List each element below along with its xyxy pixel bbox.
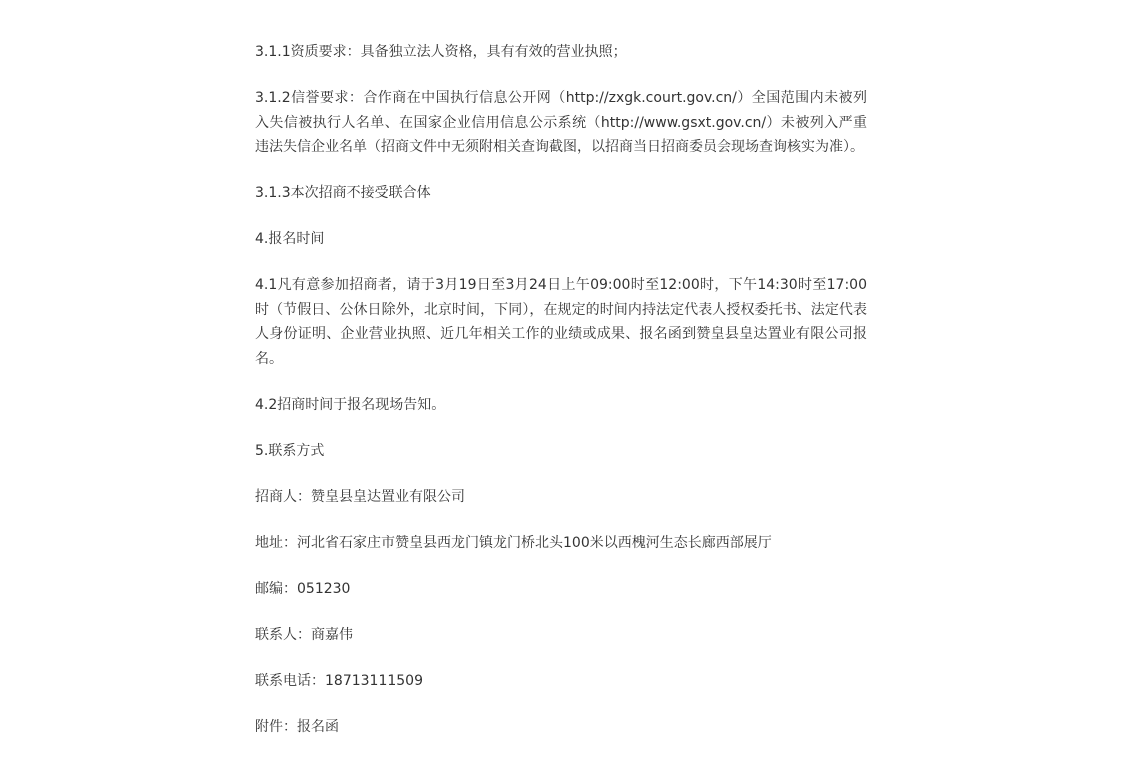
contact-phone: 联系电话：18713111509 [255, 672, 423, 689]
bidding-time-notice: 4.2招商时间于报名现场告知。 [255, 396, 446, 413]
section-heading-contact: 5.联系方式 [255, 442, 325, 459]
consortium-notice: 3.1.3本次招商不接受联合体 [255, 185, 431, 201]
attachment: 附件：报名函 [255, 718, 339, 735]
contact-postcode: 邮编：051230 [255, 580, 351, 597]
contact-address: 地址：河北省石家庄市赞皇县西龙门镇龙门桥北头100米以西槐河生态长廊西部展厅 [255, 534, 772, 551]
credit-requirement: 3.1.2信誉要求：合作商在中国执行信息公开网（http://zxgk.court.gov.cn/）全国范围内未被列入失信被执行人名单、在国家企业信用信息公示系统（http://www.gsxt.gov.cn/）未被列入严重违法失信企业名单（招商文件中无须附相关查询截图，以招商当日招商委员会现场查询核实为准）。 [255, 90, 867, 155]
document-body [255, 40, 867, 739]
qualification-requirement: 3.1.1资质要求：具备独立法人资格，具有有效的营业执照； [255, 44, 627, 60]
contact-company: 招商人：赞皇县皇达置业有限公司 [255, 488, 465, 505]
contact-person: 联系人：商嘉伟 [255, 626, 353, 643]
section-heading-registration-time: 4.报名时间 [255, 231, 325, 247]
registration-time-detail: 4.1凡有意参加招商者，请于3月19日至3月24日上午09:00时至12:00时，下午14:30时至17:00时（节假日、公休日除外，北京时间，下同），在规定的时间内持法定代表人授权委托书、法定代表人身份证明、企业营业执照、近几年相关工作的业绩或成果、报名函到赞皇县皇达置业有限公司报名。 [255, 277, 867, 367]
